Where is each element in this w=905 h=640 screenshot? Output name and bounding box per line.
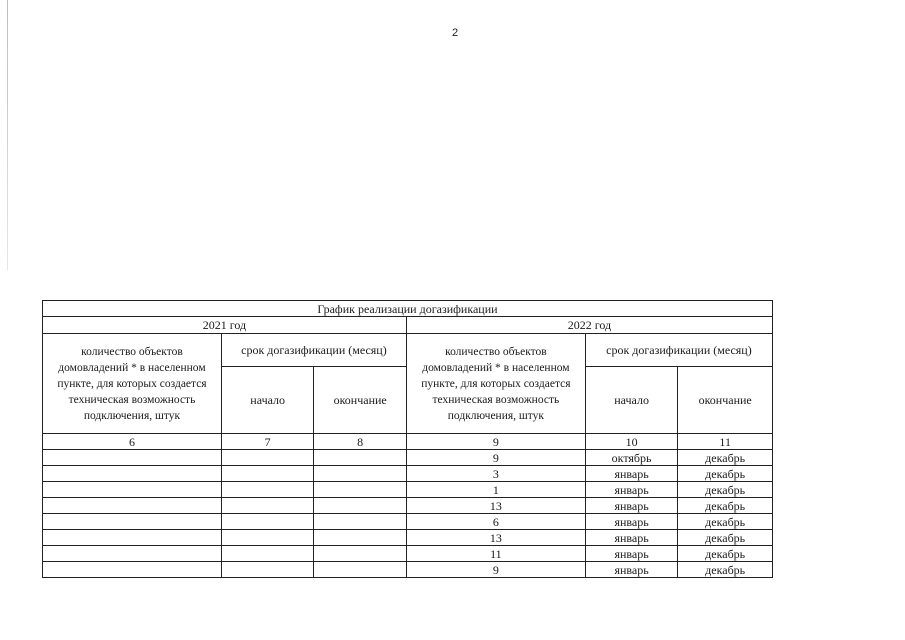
year-2021-header: 2021 год	[43, 317, 407, 334]
column-number: 9	[406, 434, 585, 450]
end-2022-cell: декабрь	[678, 530, 773, 546]
table-row	[43, 530, 773, 546]
count-header-2022: количество объектов домовладений * в населенном пункте, для которых создается техническая возможность подключения, штук	[406, 334, 585, 434]
period-header-2022: срок догазификации (месяц)	[585, 334, 772, 367]
start-2021-cell	[221, 466, 314, 482]
end-2022-cell: декабрь	[678, 498, 773, 514]
end-2022-cell: декабрь	[678, 546, 773, 562]
count-2022-cell: 13	[406, 498, 585, 514]
table-title: График реализации догазификации	[43, 301, 773, 317]
end-2022-cell: декабрь	[678, 450, 773, 466]
end-2021-cell	[314, 498, 407, 514]
start-2022-cell: январь	[585, 514, 678, 530]
table-row	[43, 562, 773, 578]
end-2021-cell	[314, 530, 407, 546]
period-header-2021: срок догазификации (месяц)	[221, 334, 406, 367]
start-2021-cell	[221, 546, 314, 562]
start-2022-cell: январь	[585, 546, 678, 562]
end-2021-cell	[314, 562, 407, 578]
count-2022-cell: 9	[406, 450, 585, 466]
end-2021-cell	[314, 450, 407, 466]
start-2022-cell: январь	[585, 498, 678, 514]
column-number: 10	[585, 434, 678, 450]
start-header-2022: начало	[585, 367, 678, 434]
start-2021-cell	[221, 498, 314, 514]
page-number: 2	[452, 27, 459, 39]
end-2022-cell: декабрь	[678, 562, 773, 578]
count-2021-cell	[43, 450, 222, 466]
column-number: 8	[314, 434, 407, 450]
end-2022-cell: декабрь	[678, 514, 773, 530]
count-2022-cell: 6	[406, 514, 585, 530]
page-edge-line	[7, 0, 8, 270]
column-number: 7	[221, 434, 314, 450]
count-2021-cell	[43, 482, 222, 498]
start-2022-cell: январь	[585, 482, 678, 498]
table-row	[43, 498, 773, 514]
end-header-2022: окончание	[678, 367, 773, 434]
table-row	[43, 450, 773, 466]
start-2021-cell	[221, 450, 314, 466]
column-number: 6	[43, 434, 222, 450]
start-2021-cell	[221, 562, 314, 578]
start-2021-cell	[221, 530, 314, 546]
table-row	[43, 466, 773, 482]
count-2022-cell: 1	[406, 482, 585, 498]
start-header-2021: начало	[221, 367, 314, 434]
end-2021-cell	[314, 514, 407, 530]
table-row	[43, 514, 773, 530]
count-header-2021: количество объектов домовладений * в населенном пункте, для которых создается техническая возможность подключения, штук	[43, 334, 222, 434]
end-2022-cell: декабрь	[678, 466, 773, 482]
end-2021-cell	[314, 546, 407, 562]
count-2021-cell	[43, 546, 222, 562]
start-2021-cell	[221, 514, 314, 530]
start-2021-cell	[221, 482, 314, 498]
count-2021-cell	[43, 466, 222, 482]
table-row	[43, 546, 773, 562]
end-2022-cell: декабрь	[678, 482, 773, 498]
count-2021-cell	[43, 562, 222, 578]
count-2021-cell	[43, 498, 222, 514]
count-2022-cell: 13	[406, 530, 585, 546]
count-2021-cell	[43, 514, 222, 530]
start-2022-cell: октябрь	[585, 450, 678, 466]
year-2022-header: 2022 год	[406, 317, 772, 334]
end-header-2021: окончание	[314, 367, 407, 434]
count-2022-cell: 11	[406, 546, 585, 562]
column-number: 11	[678, 434, 773, 450]
start-2022-cell: январь	[585, 530, 678, 546]
table-row	[43, 482, 773, 498]
end-2021-cell	[314, 466, 407, 482]
column-number-row	[43, 434, 773, 450]
start-2022-cell: январь	[585, 466, 678, 482]
count-2022-cell: 9	[406, 562, 585, 578]
start-2022-cell: январь	[585, 562, 678, 578]
end-2021-cell	[314, 482, 407, 498]
count-2021-cell	[43, 530, 222, 546]
count-2022-cell: 3	[406, 466, 585, 482]
gasification-schedule-table	[42, 300, 773, 578]
